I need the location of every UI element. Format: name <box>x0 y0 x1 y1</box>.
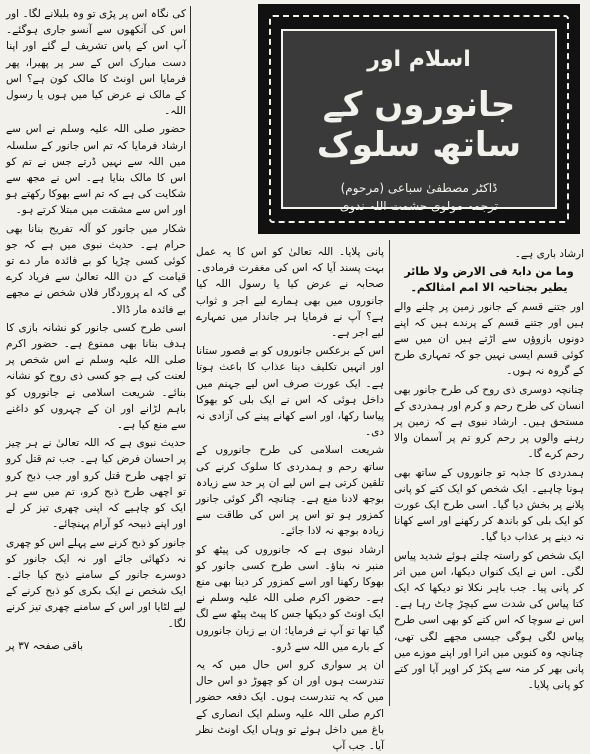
paragraph: شکار میں جانور کو آلہ تفریح بنانا بھی حرام ہے۔ حدیث نبوی میں ہے کہ جو کوئی کسی چڑیا کو بے فائدہ مار دے تو قیامت کے دن اللہ تعالیٰ سے فریاد کرے گی کہ اے پروردگار فلاں شخص نے مجھے بے فائدہ مار ڈالا۔ <box>6 222 186 316</box>
paragraph: ان پر سواری کرو اس حال میں کہ یہ تندرست ہوں اور ان کو چھوڑ دو اس حال میں کہ یہ تندرست ہوں۔ ایک دفعہ حضور اکرم صلی اللہ علیہ وسلم ایک انصاری کے باغ میں داخل ہوئے تو وہاں ایک اونٹ نظر آیا۔ جب آپ <box>196 659 384 753</box>
paragraph: ہمدردی کا جذبہ تو جانوروں کے ساتھ بھی ہونا چاہیے۔ ایک شخص کو ایک کتے کو پانی پلانے پر بخش دیا گیا۔ اسی طرح ایک عورت کو ایک بلی کو باندھ کر رکھنے اور اسے کھانا نہ دینے پر عذاب دیا گیا۔ <box>394 466 584 544</box>
column-middle <box>196 244 384 753</box>
continued-note: باقی صفحہ ۳۷ پر <box>6 639 84 652</box>
title-inner-panel <box>281 29 557 213</box>
column-divider-left <box>190 6 191 704</box>
translator-name: ترجمہ مولوی حشمت اللہ ندوی <box>339 199 499 213</box>
paragraph: کی نگاہ اس پر پڑی تو وہ بلبلانے لگا۔ اور اس کی آنکھوں سے آنسو جاری ہوگئے۔ آپ اس کے پاس تشریف لے گئے اور اپنا دست مبارک اس کے سر پر پھیرا، پھر فرمایا اس اونٹ کا مالک کون ہے؟ اس کے مالک نے عرض کیا میں ہوں یا رسول اللہ۔ <box>6 8 186 118</box>
quran-verse: وما من دابۃ فی الارض ولا طائر یطیر بجناحیہ الا امم امثالکم۔ <box>404 265 574 295</box>
title-line-1: اسلام اور <box>367 47 471 72</box>
paragraph: اور جتنے قسم کے جانور زمین پر چلنے والے ہیں اور جتنے قسم کے پرندے ہیں کہ اپنے دونوں بازوؤں سے اڑتے ہیں ان میں سے کوئی قسم ایسی نہیں جو کہ تمہاری طرح کے گروہ نہ ہوں۔ <box>394 300 584 378</box>
paragraph: جانور کو ذبح کرنے سے پہلے اس کو چھری نہ دکھائی جائے اور نہ ایک جانور کو دوسرے جانور کے سامنے ذبح کیا جائے۔ ایک شخص نے ایک بکری کو ذبح کرنے کے لیے لٹایا اور اس کے سامنے چھری تیز کرنے لگا۔ <box>6 536 186 630</box>
paragraph: اسی طرح کسی جانور کو نشانہ بازی کا ہدف بنانا بھی ممنوع ہے۔ حضور اکرم صلی اللہ علیہ وسلم نے اس شخص پر لعنت کی ہے جو کسی ذی روح کو نشانہ بنائے۔ شریعت اسلامی نے جانوروں کو باہم لڑانے اور ان کے چہروں کو داغنے سے منع کیا ہے۔ <box>6 321 186 432</box>
paragraph: حضور صلی اللہ علیہ وسلم نے اس سے ارشاد فرمایا کہ تم اس جانور کے سلسلہ میں اللہ سے نہیں ڈرتے جس نے تم کو اس کا مالک بنایا ہے۔ اس نے مجھ سے شکایت کی ہے کہ تم اسے بھوکا رکھتے ہو اور اس سے مشقت میں مبتلا کرتے ہو۔ <box>6 123 186 217</box>
author-name: ڈاکٹر مصطفیٰ سباعی (مرحوم) <box>340 181 498 195</box>
paragraph: اس کے برعکس جانوروں کو بے قصور ستانا اور انہیں تکلیف دینا عذاب کا باعث ہوتا ہے۔ ایک عورت صرف اس لیے جہنم میں داخل ہوئی کہ اس نے ایک بلی کو بھوکا پیاسا رکھا، اور اسے کھانے پینے کی آزادی نہ دی۔ <box>196 345 384 439</box>
paragraph: شریعت اسلامی کی طرح جانوروں کے ساتھ رحم و ہمدردی کا سلوک کرنے کی تلقین کرتی ہے اس لیے ان پر حد سے زیادہ بوجھ لادنا منع ہے۔ چنانچہ اگر کوئی جانور کمزور ہو تو اس پر اس کی طاقت سے زیادہ بوجھ نہ لادا جائے۔ <box>196 444 384 538</box>
paragraph: ایک شخص کو راستہ چلتے ہوئے شدید پیاس لگی۔ اس نے ایک کنواں دیکھا، اس میں اتر کر پانی پیا۔ جب باہر نکلا تو دیکھا کہ ایک کتا پیاس کی شدت سے کیچڑ چاٹ رہا ہے۔ اس نے سوچا کہ اس کتے کو بھی اسی طرح پیاس لگی ہوگی جیسی مجھے لگی تھی، چنانچہ وہ کنویں میں اترا اور اپنے موزے میں پانی بھر کر منہ سے پکڑ کر اوپر آیا اور کتے کو پانی پلایا۔ <box>394 549 584 692</box>
paragraph: چنانچہ دوسری ذی روح کی طرح جانور بھی انسان کی طرح رحم و کرم اور ہمدردی کے مستحق ہیں۔ ارشاد نبوی ہے کہ زمین پر رہنے والوں پر رحم کرو تم پر آسمان والا رحم کرے گا۔ <box>394 383 584 461</box>
paragraph: ارشاد نبوی ہے کہ جانوروں کی پیٹھ کو منبر نہ بناؤ۔ اسی طرح کسی جانور کو بھوکا رکھنا اور اسے کمزور کر دینا بھی منع ہے۔ حضور اکرم صلی اللہ علیہ وسلم نے ایک اونٹ کو دیکھا جس کا پیٹ پیٹھ سے لگ گیا تھا تو آپ نے فرمایا: ان بے زبان جانوروں کے بارے میں اللہ سے ڈرو۔ <box>196 543 384 653</box>
title-line-2: جانوروں کے ساتھ سلوک <box>316 85 522 165</box>
paragraph: ارشاد باری ہے۔ <box>514 248 584 260</box>
column-right <box>394 246 584 706</box>
paragraph: پانی پلایا۔ اللہ تعالیٰ کو اس کا یہ عمل بہت پسند آیا کہ اس کی مغفرت فرمادی۔ صحابہ نے عرض کیا یا رسول اللہ کیا جانوروں میں بھی ہمارے لیے اجر و ثواب ہے؟ آپ نے فرمایا ہر جاندار میں تمہارے لیے اجر ہے۔ <box>196 246 384 340</box>
column-left <box>6 6 186 704</box>
column-divider-right <box>389 240 390 706</box>
article-title-box <box>258 4 580 234</box>
paragraph: حدیث نبوی ہے کہ اللہ تعالیٰ نے ہر چیز پر احسان فرض کیا ہے۔ جب تم قتل کرو تو اچھی طرح قتل کرو اور جب ذبح کرو تو اچھی طرح ذبح کرو، تم میں سے ہر ایک کو چاہیے کہ اپنی چھری تیز کر لے اور اپنے ذبیحہ کو آرام پہنچائے۔ <box>6 437 186 531</box>
